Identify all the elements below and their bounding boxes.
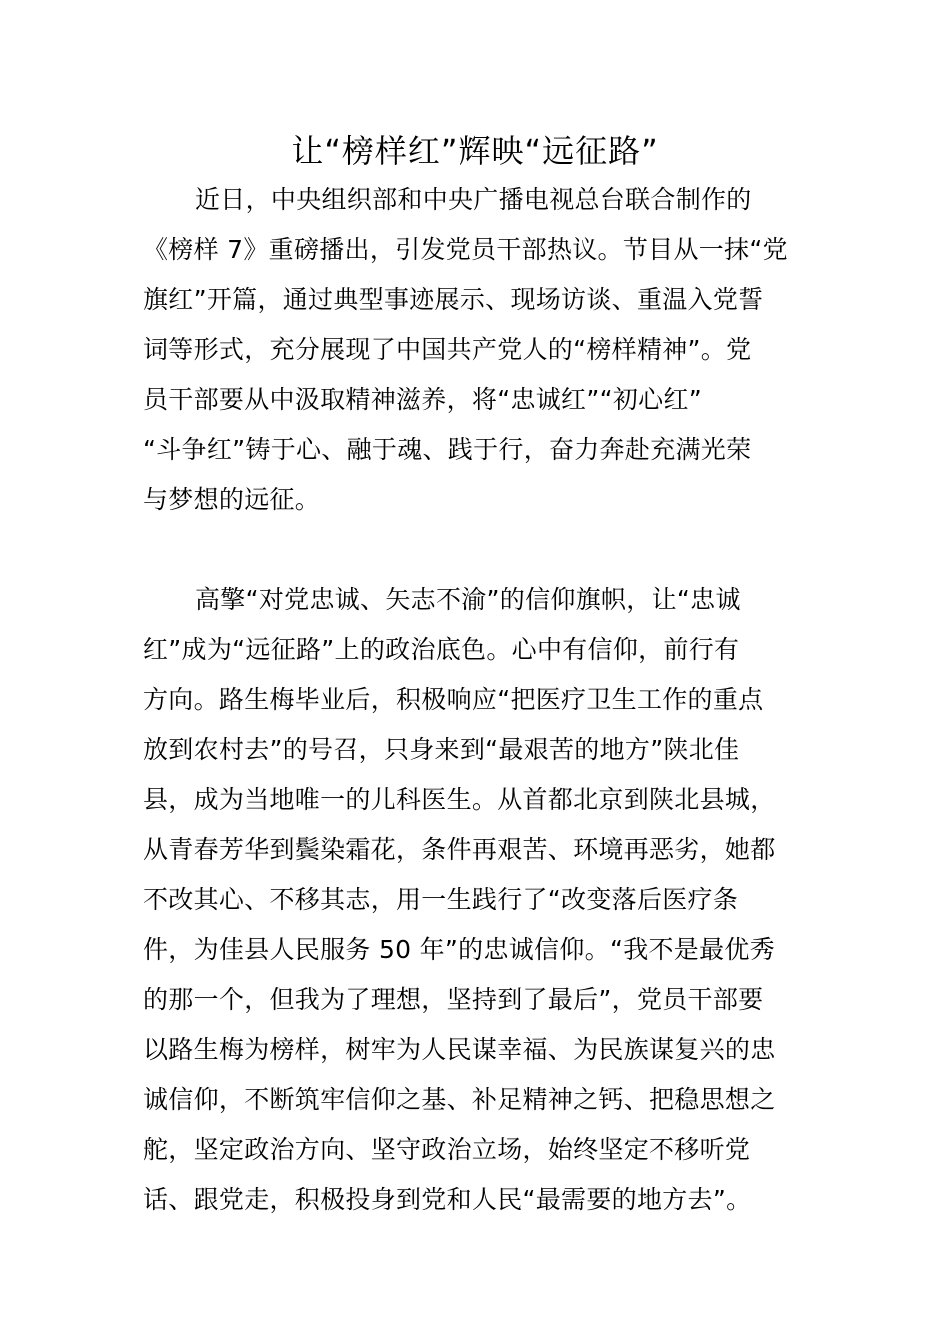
paragraph-line: 诚信仰，不断筑牢信仰之基、补足精神之钙、把稳思想之 <box>143 1085 776 1114</box>
paragraph-line: 《榜样 7》重磅播出，引发党员干部热议。节目从一抹“党 <box>143 235 788 264</box>
paragraph-line: 县，成为当地唯一的儿科医生。从首都北京到陕北县城， <box>143 785 776 814</box>
paragraph-line: 以路生梅为榜样，树牢为人民谋幸福、为民族谋复兴的忠 <box>143 1035 776 1064</box>
paragraph-line: 词等形式，充分展现了中国共产党人的“榜样精神”。党 <box>143 335 752 364</box>
paragraph-line: 高擎“对党忠诚、矢志不渝”的信仰旗帜，让“忠诚 <box>195 585 741 614</box>
paragraph-line: 红”成为“远征路”上的政治底色。心中有信仰，前行有 <box>143 635 740 664</box>
paragraph-line: 件，为佳县人民服务 50 年”的忠诚信仰。“我不是最优秀 <box>143 935 776 964</box>
paragraph-line: 从青春芳华到鬓染霜花，条件再艰苦、环境再恶劣，她都 <box>143 835 776 864</box>
paragraph-line: 放到农村去”的号召，只身来到“最艰苦的地方”陕北佳 <box>143 735 740 764</box>
paragraph-line: 不改其心、不移其志，用一生践行了“改变落后医疗条 <box>143 885 739 914</box>
paragraph-line: 与梦想的远征。 <box>143 485 321 514</box>
paragraph-2 <box>143 575 813 1225</box>
paragraph-line: 方向。路生梅毕业后，积极响应“把医疗卫生工作的重点 <box>143 685 764 714</box>
paragraph-line: 员干部要从中汲取精神滋养，将“忠诚红”“初心红” <box>143 385 703 414</box>
article-title: 让“榜样红”辉映“远征路” <box>291 132 659 170</box>
paragraph-line: 近日，中央组织部和中央广播电视总台联合制作的 <box>195 185 752 214</box>
paragraph-line: 旗红”开篇，通过典型事迹展示、现场访谈、重温入党誓 <box>143 285 764 314</box>
paragraph-1 <box>143 175 813 525</box>
paragraph-line: “斗争红”铸于心、融于魂、践于行，奋力奔赴充满光荣 <box>143 435 752 464</box>
paragraph-line: 舵，坚定政治方向、坚守政治立场，始终坚定不移听党 <box>143 1135 751 1164</box>
paragraph-line: 话、跟党走，积极投身到党和人民“最需要的地方去”。 <box>143 1185 752 1214</box>
paragraph-line: 的那一个，但我为了理想，坚持到了最后”，党员干部要 <box>143 985 764 1014</box>
